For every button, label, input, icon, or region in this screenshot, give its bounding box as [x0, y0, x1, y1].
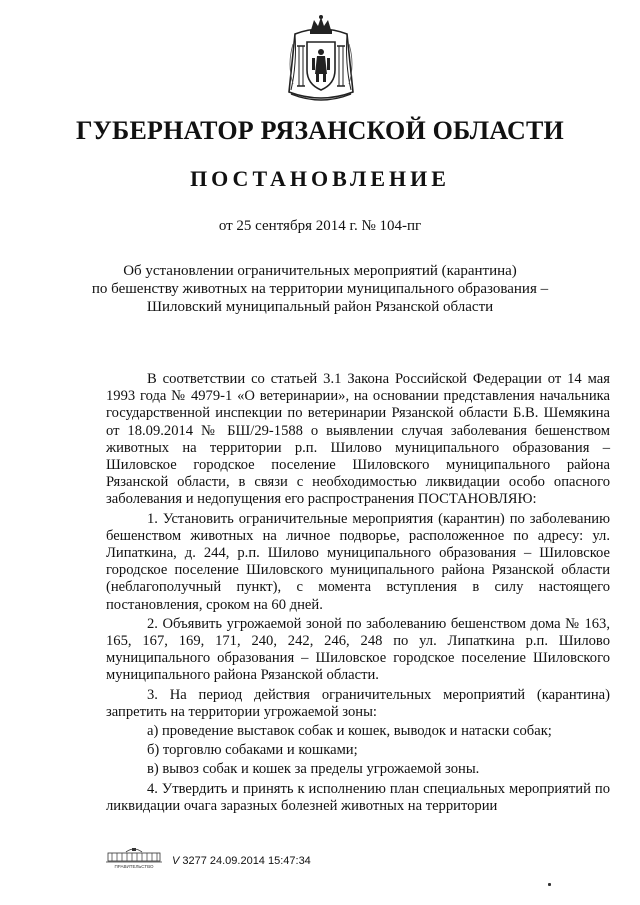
clause-3a-item: а) проведение выставок собак и кошек, выводок и натаски собак; [147, 723, 552, 740]
document-subject [80, 262, 560, 316]
clause-2-paragraph: 2. Объявить угрожаемой зоной по заболеванию бешенством дома № 163, 165, 167, 169, 171, 240, 242, 246, 248 по ул. Липаткина р.п. Шилово муниципального образования – Шиловское городское поселение Шиловского муниципального района Рязанской области. [106, 615, 610, 684]
coat-of-arms-icon [283, 14, 359, 104]
document-type-title: ПОСТАНОВЛЕНИЕ [190, 166, 450, 191]
clause-3-paragraph: 3. На период действия ограничительных мероприятий (карантина) запретить на территории угрожаемой зоны: [106, 686, 610, 720]
document-body [106, 371, 610, 815]
clause-3c-item: в) вывоз собак и кошек за пределы угрожаемой зоны. [147, 761, 480, 778]
registration-mark: V [172, 855, 180, 867]
subject-line: Об установлении ограничительных мероприятий (карантина) [123, 263, 517, 279]
registration-stamp-text: 3277 24.09.2014 15:47:34 [182, 855, 311, 867]
stamp-caption: ПРАВИТЕЛЬСТВО [114, 864, 154, 869]
subject-line: Шиловский муниципальный район Рязанской области [146, 299, 494, 315]
government-building-stamp-icon [104, 848, 164, 870]
subject-line: по бешенству животных на территории муниципального образования – [91, 281, 549, 297]
document-date-number: от 25 сентября 2014 г. № 104-пг [218, 218, 422, 234]
clause-3b-item: б) торговлю собаками и кошками; [147, 742, 358, 759]
clause-1-paragraph: 1. Установить ограничительные мероприятия (карантин) по заболеванию бешенством животных на личное подворье, расположенное по адресу: ул. Липаткина, д. 244, р.п. Шилово муниципального образования – Шиловское городское поселение Шиловского муниципального района Рязанской области (неблагополучный пункт), с момента вступления в силу настоящего постановления, сроком на 60 дней. [106, 510, 610, 613]
clause-4-paragraph: 4. Утвердить и принять к исполнению план специальных мероприятий по ликвидации очага заразных болезней животных на территории [106, 780, 610, 814]
scan-artifact-dot [548, 883, 551, 886]
preamble-paragraph: В соответствии со статьей 3.1 Закона Российской Федерации от 14 мая 1993 года № 4979-1 «О ветеринарии», на основании представления начальника государственной инспекции по ветеринарии Рязанской области Б.В. Шемякина от 18.09.2014 № БШ/29-1588 о выявлении случая заболевания бешенством животных на территории р.п. Шилово муниципального образования – Шиловское городское поселение Шиловского муниципального района Рязанской области, в связи с необходимостью ликвидации особо опасного заболевания и недопущения его распространения ПОСТАНОВЛЯЮ: [106, 371, 610, 508]
issuing-authority-title: ГУБЕРНАТОР РЯЗАНСКОЙ ОБЛАСТИ [76, 116, 564, 145]
registration-number [172, 855, 311, 867]
